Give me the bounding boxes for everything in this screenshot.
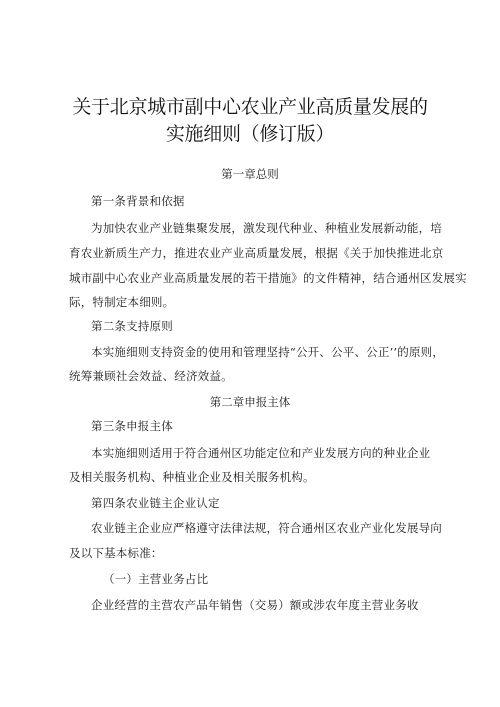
article-1-line-3: 城市副中心农业产业高质量发展的若干措施》的文件精神，结合通州区发展实 (69, 271, 467, 285)
document-title-line-1: 关于北京城市副中心农业产业高质量发展的 (72, 96, 428, 118)
article-4-heading: 第四条农业链主企业认定 (91, 496, 220, 510)
article-2-heading: 第二条支持原则 (91, 319, 173, 333)
article-2-line-1: 本实施细则支持资金的使用和管理坚持“公开、公平、公正’’的原则， (91, 345, 445, 359)
article-1-line-1: 为加快农业产业链集聚发展，激发现代种业、种植业发展新动能，培 (91, 221, 442, 235)
document-title-line-2: 实施细则（修订版） (165, 123, 335, 145)
article-4-line-2: 及以下基本标准： (69, 546, 163, 560)
article-3-line-1: 本实施细则适用于符合通州区功能定位和产业发展方向的种业企业 (91, 446, 431, 460)
article-1-line-4: 际，特制定本细则。 (69, 295, 175, 309)
item-1-line-1: 企业经营的主营农产品年销售（交易）额或涉农年度主营业务收 (91, 598, 419, 612)
chapter-2-heading: 第二章申报主体 (209, 395, 291, 409)
article-2-line-2: 统筹兼顾社会效益、经济效益。 (69, 369, 233, 383)
item-1-heading: （一）主营业务占比 (103, 572, 209, 586)
chapter-1-heading: 第一章总则 (221, 167, 279, 181)
article-4-line-1: 农业链主企业应严格遵守法律法规，符合通州区农业产业化发展导向 (91, 521, 442, 535)
article-1-line-2: 育农业新质生产力，推进农业产业高质量发展，根据《关于加快推进北京 (69, 246, 444, 260)
article-3-heading: 第三条申报主体 (91, 419, 173, 433)
article-1-heading: 第一条背景和依据 (91, 194, 185, 208)
article-3-line-2: 及相关服务机构、种植业企业及相关服务机构。 (69, 470, 315, 484)
